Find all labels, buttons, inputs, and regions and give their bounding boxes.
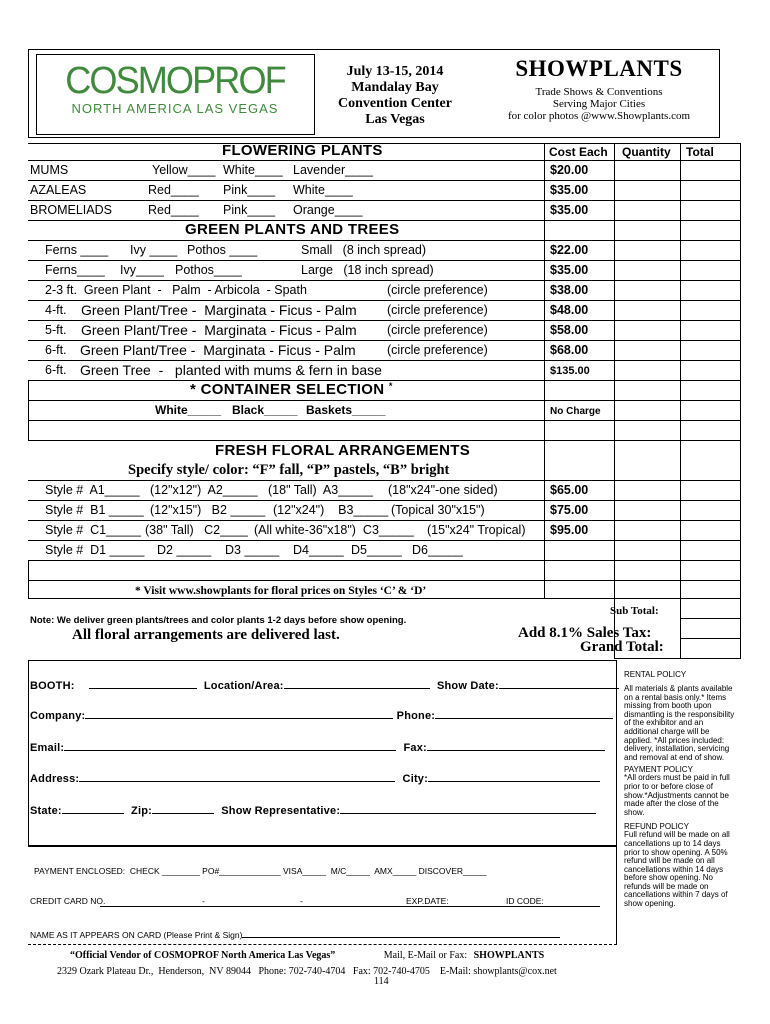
style-d5: D5_____ — [351, 543, 402, 557]
table-row — [155, 403, 535, 418]
price-2-3ft: $38.00 — [550, 283, 589, 297]
dashed-divider — [28, 944, 617, 946]
col-header-qty: Quantity — [622, 145, 671, 159]
row-line — [28, 200, 741, 201]
refund-policy-heading: REFUND POLICY — [624, 822, 689, 832]
price-bromeliads: $35.00 — [550, 203, 589, 217]
style-d6: D6_____ — [412, 543, 463, 557]
section-fresh-floral: FRESH FLORAL ARRANGEMENTS — [215, 442, 470, 459]
table-row — [45, 503, 540, 519]
row-line — [28, 143, 741, 144]
item-desc: Green Plant/Tree - Marginata - Ficus - Palm — [81, 322, 357, 338]
zip-line[interactable] — [152, 802, 214, 814]
row-line — [28, 300, 741, 301]
specify-style: Specify style/ color: “F” fall, “P” pastels, “B” bright — [128, 462, 450, 478]
section-container-selection — [190, 381, 393, 398]
size-label: 5-ft. — [45, 323, 67, 337]
table-row — [45, 283, 540, 299]
payment-policy-heading: PAYMENT POLICY — [624, 765, 693, 775]
option-1: Red____ — [148, 203, 199, 217]
footer-address: 2329 Ozark Plateau Dr., Henderson, NV 89044 Phone: 702-740-4704 Fax: 702-740-4705 E-Mail: showplants@cox.net — [57, 966, 557, 977]
event-date: July 13-15, 2014 — [346, 64, 444, 79]
option-pothos: Pothos____ — [175, 263, 242, 277]
row-line — [28, 280, 741, 281]
circle-note: (circle preference) — [387, 343, 488, 357]
option-black: Black_____ — [232, 403, 298, 417]
table-row — [30, 183, 540, 199]
row-line — [28, 520, 741, 521]
option-baskets: Baskets_____ — [306, 403, 386, 417]
container-star: * — [388, 381, 393, 391]
state-field[interactable] — [30, 802, 596, 817]
footer-line-1 — [70, 950, 544, 961]
company-label: Company: — [30, 710, 86, 722]
item-desc: 2-3 ft. Green Plant - Palm - Arbicola - Spath — [45, 283, 307, 297]
showdate-label: Show Date: — [436, 680, 499, 692]
mail-label: Mail, E-Mail or Fax: — [383, 950, 468, 961]
row-line — [28, 260, 741, 261]
size-label: 6-ft. — [45, 363, 67, 377]
location-label: Location/Area: — [203, 680, 284, 692]
style-d4: D4_____ — [293, 543, 344, 557]
price-small: $22.00 — [550, 243, 589, 257]
refund-policy-text: Full refund will be made on all cancellations up to 14 days prior to show opening. A 50% refund will be made on all cancellations within 14 days before show opening. No refunds will be made on cancellations within 7 days of show opening. — [624, 830, 730, 909]
row-line — [28, 598, 741, 599]
cosmoprof-logo — [40, 62, 310, 116]
item-name: BROMELIADS — [30, 203, 112, 217]
tagline-1: Trade Shows & Conventions — [535, 86, 663, 98]
circle-note: (circle preference) — [387, 323, 488, 337]
state-label: State: — [30, 805, 62, 817]
fax-line[interactable] — [427, 739, 605, 751]
table-left-line — [28, 560, 29, 598]
location-line[interactable] — [284, 677, 430, 689]
table-row — [45, 322, 540, 340]
section-green-plants: GREEN PLANTS AND TREES — [185, 221, 400, 238]
row-line — [28, 180, 741, 181]
option-1: Red____ — [148, 183, 199, 197]
table-row — [45, 302, 540, 320]
row-line — [28, 420, 741, 421]
option-ferns: Ferns____ — [45, 263, 105, 277]
style-c2: (38" Tall) C2____ — [145, 523, 248, 537]
row-line — [614, 658, 741, 659]
policy-panel — [624, 670, 736, 909]
showplants-title: SHOWPLANTS — [515, 56, 683, 81]
phone-line[interactable] — [435, 707, 613, 719]
tagline-2: Serving Major Cities — [552, 98, 646, 110]
rental-policy-text: All materials & plants available on a rental basis only.* Items missing from booth upon dismantling is the responsibility of the exhibitor and an additional charge will be applied. *All prices included: delivery, installation, servicing and removal at end of show. — [624, 684, 735, 762]
circle-note: (circle preference) — [387, 303, 488, 317]
credit-card-field[interactable] — [30, 896, 610, 910]
option-ivy: Ivy ____ — [130, 243, 178, 257]
table-row — [45, 342, 540, 360]
grand-total-label: Grand Total: — [580, 639, 664, 655]
row-line — [28, 160, 741, 161]
price-4ft: $48.00 — [550, 303, 589, 317]
style-d1: Style # D1 _____ — [45, 543, 145, 557]
row-line — [680, 638, 741, 639]
size-label: Large (18 inch spread) — [301, 263, 434, 277]
rental-policy-heading: RENTAL POLICY — [624, 670, 687, 679]
option-3: Orange____ — [293, 203, 363, 217]
circle-note: (circle preference) — [387, 283, 488, 297]
style-b2: (12"x15") B2 _____ — [150, 503, 266, 517]
size-label: 4-ft. — [45, 303, 67, 317]
vendor-note: “Official Vendor of COSMOPROF North America Las Vegas” — [70, 950, 336, 961]
email-line[interactable] — [64, 739, 396, 751]
price-azaleas: $35.00 — [550, 183, 589, 197]
booth-label: BOOTH: — [30, 680, 75, 692]
floral-delivered-note: All floral arrangements are delivered last. — [72, 627, 340, 643]
style-a3: (18" Tall) A3_____ — [268, 483, 373, 497]
table-left-line — [28, 380, 29, 440]
state-line[interactable] — [62, 802, 124, 814]
row-line — [28, 440, 741, 441]
fax-label: Fax: — [403, 742, 427, 754]
row-line — [28, 240, 741, 241]
card-dash: - — [300, 896, 303, 906]
col-line-cost — [544, 143, 545, 598]
sales-tax-label: Add 8.1% Sales Tax: — [518, 625, 652, 641]
table-row — [45, 483, 540, 499]
table-row — [45, 362, 540, 380]
id-code-label: ID CODE: — [506, 896, 544, 906]
size-label: Small (8 inch spread) — [301, 243, 427, 257]
card-name-line[interactable] — [242, 928, 560, 938]
row-line — [28, 580, 741, 581]
style-a-desc: (18"x24"-one sided) — [388, 483, 498, 497]
card-name-label: NAME AS IT APPEARS ON CARD (Please Print & Sign) — [30, 930, 243, 940]
price-5ft: $58.00 — [550, 323, 589, 337]
price-6ft: $68.00 — [550, 343, 589, 357]
event-venue: Mandalay Bay — [351, 80, 439, 95]
item-name: AZALEAS — [30, 183, 87, 197]
payment-policy-text: *All orders must be paid in full prior to or before close of show.*Adjustments cannot be made after the close of the show. — [624, 773, 730, 817]
showdate-line[interactable] — [499, 677, 619, 689]
zip-label: Zip: — [131, 805, 152, 817]
table-row — [45, 543, 540, 559]
option-1: Yellow____ — [152, 163, 216, 177]
table-row — [45, 263, 540, 279]
style-b3: (12"x24") B3_____ — [273, 503, 389, 517]
table-row — [30, 163, 540, 179]
credit-card-label: CREDIT CARD NO. — [30, 896, 106, 906]
phone-label: Phone: — [396, 710, 436, 722]
address-label: Address: — [30, 773, 80, 785]
address-field[interactable] — [30, 770, 600, 785]
price-style-a: $65.00 — [550, 483, 589, 497]
company-field[interactable] — [30, 707, 613, 722]
logo-sub: NORTH AMERICA LAS VEGAS — [71, 101, 279, 116]
table-row — [30, 203, 540, 219]
style-d3: D3 _____ — [225, 543, 280, 557]
item-desc: Green Plant/Tree - Marginata - Ficus - Palm — [80, 342, 356, 358]
booth-field[interactable] — [30, 677, 619, 692]
email-label: Email: — [30, 742, 65, 754]
subtotal-label: Sub Total: — [610, 605, 659, 617]
logo-brand: COSMOPROF — [65, 60, 285, 102]
option-white: White_____ — [155, 403, 222, 417]
style-d2: D2 _____ — [157, 543, 212, 557]
option-2: White____ — [223, 163, 283, 177]
option-pothos: Pothos ____ — [187, 243, 258, 257]
event-center: Convention Center — [338, 96, 452, 111]
row-line — [28, 340, 741, 341]
show-rep-line[interactable] — [340, 802, 596, 814]
row-line — [28, 540, 741, 541]
col-line-qty — [614, 143, 615, 598]
card-name-field[interactable] — [30, 928, 560, 940]
row-line — [680, 618, 741, 619]
delivery-note: Note: We deliver green plants/trees and color plants 1-2 days before show opening. — [30, 615, 407, 626]
price-container: No Charge — [550, 406, 601, 417]
option-ferns: Ferns ____ — [45, 243, 109, 257]
payment-enclosed[interactable]: PAYMENT ENCLOSED: CHECK ________ PO#_____________ VISA_____ M/C_____ AMX_____ DISCOVER_____ — [34, 866, 487, 876]
city-label: City: — [402, 773, 428, 785]
row-line — [28, 480, 741, 481]
row-line — [28, 320, 741, 321]
price-style-b: $75.00 — [550, 503, 589, 517]
city-line[interactable] — [428, 770, 600, 782]
price-large: $35.00 — [550, 263, 589, 277]
visit-note: * Visit www.showplants for floral prices on Styles ‘C’ & ‘D’ — [135, 585, 427, 597]
style-c1: Style # C1_____ — [45, 523, 141, 537]
price-green-tree: $135.00 — [550, 365, 590, 377]
size-label: 6-ft. — [45, 343, 67, 357]
exp-date-label: EXP.DATE: — [406, 896, 449, 906]
section-flowering-plants: FLOWERING PLANTS — [222, 142, 383, 159]
mail-name: SHOWPLANTS — [473, 950, 545, 961]
option-2: Pink____ — [223, 203, 276, 217]
option-3: Lavender____ — [293, 163, 373, 177]
container-title: * CONTAINER SELECTION — [190, 381, 385, 398]
style-b1: Style # B1 _____ — [45, 503, 144, 517]
style-c3: (All white-36"x18") C3_____ — [254, 523, 414, 537]
item-desc: Green Tree - planted with mums & fern in base — [80, 362, 382, 378]
price-style-c: $95.00 — [550, 523, 589, 537]
price-mums: $20.00 — [550, 163, 589, 177]
form-divider — [28, 845, 617, 846]
option-3: White____ — [293, 183, 353, 197]
table-row — [45, 243, 540, 259]
item-desc: Green Plant/Tree - Marginata - Ficus - Palm — [81, 302, 357, 318]
booth-line[interactable] — [89, 677, 197, 689]
page-number: 114 — [374, 976, 389, 987]
option-ivy: Ivy____ — [120, 263, 164, 277]
row-line — [28, 560, 741, 561]
row-line — [28, 400, 741, 401]
company-line[interactable] — [85, 707, 393, 719]
row-line — [28, 360, 741, 361]
col-header-total: Total — [686, 145, 714, 159]
email-field[interactable] — [30, 739, 605, 754]
credit-card-line[interactable] — [100, 906, 600, 907]
card-dash: - — [202, 896, 205, 906]
style-c-desc: (15"x24" Tropical) — [427, 523, 526, 537]
show-rep-label: Show Representative: — [221, 805, 341, 817]
col-header-cost: Cost Each — [549, 145, 608, 159]
style-b-desc: (Topical 30"x15") — [391, 503, 485, 517]
row-line — [28, 500, 741, 501]
event-city: Las Vegas — [365, 112, 425, 127]
event-info — [320, 64, 470, 128]
address-line[interactable] — [79, 770, 395, 782]
tagline-3: for color photos @www.Showplants.com — [507, 110, 691, 122]
style-a1: Style # A1_____ — [45, 483, 140, 497]
style-a2: (12"x12") A2_____ — [150, 483, 258, 497]
option-2: Pink____ — [223, 183, 276, 197]
table-row — [45, 523, 540, 539]
showplants-header — [484, 56, 714, 122]
item-name: MUMS — [30, 163, 69, 177]
policy-divider — [616, 660, 617, 945]
